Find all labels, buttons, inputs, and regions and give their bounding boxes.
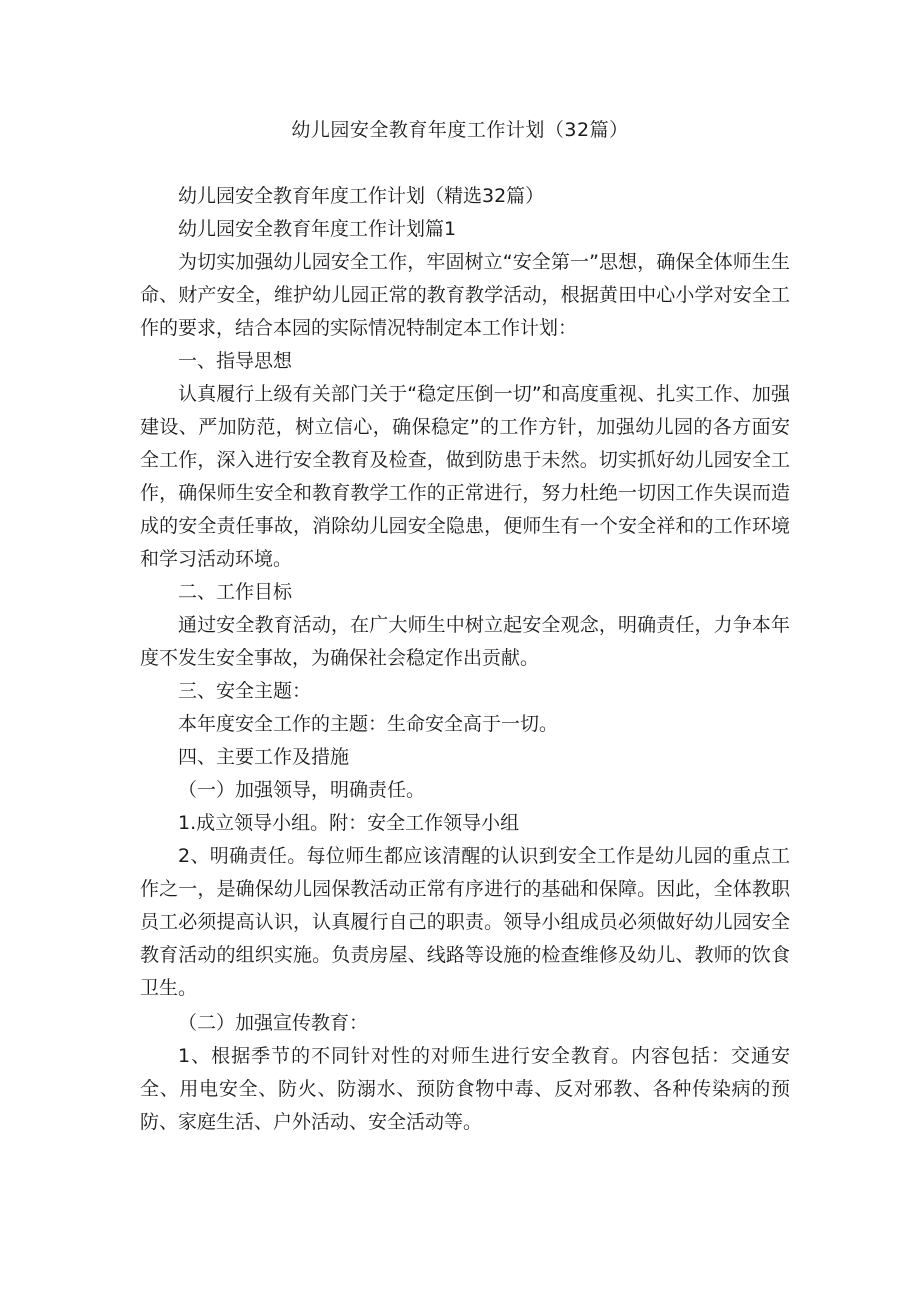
heading-safety-theme: 三、安全主题： — [178, 680, 312, 702]
document-body — [140, 180, 790, 1139]
item-clear-responsibility: 2、明确责任。每位师生都应该清醒的认识到安全工作是幼儿园的重点工作之一，是确保幼儿园保教活动正常有序进行的基础和保障。因此，全体教职员工必须提高认识，认真履行自己的职责。领导小组成员必须做好幼儿园安全教育活动的组织实施。负责房屋、线路等设施的检查维修及幼儿、教师的饮食卫生。 — [140, 845, 790, 999]
subheading-leadership: （一）加强领导，明确责任。 — [178, 779, 426, 801]
item-seasonal-education: 1、根据季节的不同针对性的对师生进行安全教育。内容包括：交通安全、用电安全、防火、防溺水、预防食物中毒、反对邪教、各种传染病的预防、家庭生活、户外活动、安全活动等。 — [140, 1045, 790, 1133]
heading-guiding-ideology: 一、指导思想 — [178, 350, 293, 372]
item-leadership-group: 1.成立领导小组。附：安全工作领导小组 — [178, 812, 520, 834]
heading-work-goals: 二、工作目标 — [178, 581, 293, 603]
document-title: 幼儿园安全教育年度工作计划（32篇） — [291, 119, 629, 141]
paragraph-intro: 为切实加强幼儿园安全工作，牢固树立“安全第一”思想，确保全体师生生命、财产安全，维护幼儿园正常的教育教学活动，根据黄田中心小学对安全工作的要求，结合本园的实际情况特制定本工作计划： — [140, 251, 790, 339]
heading-main-work: 四、主要工作及措施 — [178, 746, 350, 768]
paragraph-safety-theme: 本年度安全工作的主题：生命安全高于一切。 — [178, 713, 559, 735]
paragraph-work-goals: 通过安全教育活动，在广大师生中树立起安全观念，明确责任，力争本年度不发生安全事故，为确保社会稳定作出贡献。 — [140, 614, 790, 669]
subheading-publicity: （二）加强宣传教育： — [178, 1012, 369, 1034]
paragraph-guiding-ideology: 认真履行上级有关部门关于“稳定压倒一切”和高度重视、扎实工作、加强建设、严加防范，树立信心，确保稳定”的工作方针，加强幼儿园的各方面安全工作，深入进行安全教育及检查，做到防患于未然。切实抓好幼儿园安全工作，确保师生安全和教育教学工作的正常进行，努力杜绝一切因工作失误而造成的安全责任事故，消除幼儿园安全隐患，便师生有一个安全祥和的工作环境和学习活动环境。 — [140, 383, 790, 570]
paragraph-subtitle: 幼儿园安全教育年度工作计划（精选32篇） — [178, 185, 545, 207]
paragraph-section-heading: 幼儿园安全教育年度工作计划篇1 — [178, 218, 457, 240]
